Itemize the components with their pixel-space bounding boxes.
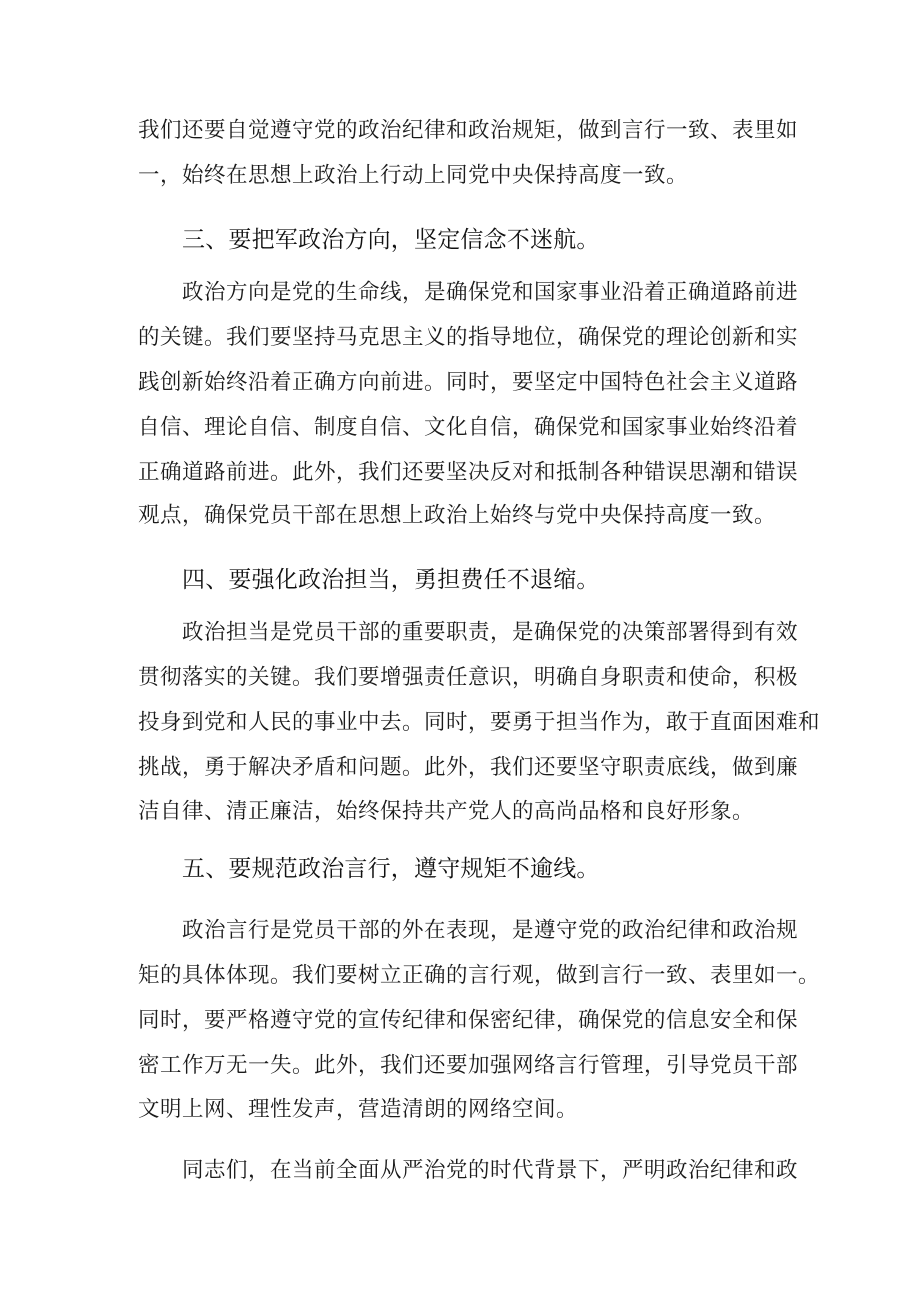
paragraph-line: 的关键。我们要坚持马克思主义的指导地位，确保党的理论创新和实 [138,325,799,350]
paragraph-line: 洁自律、清正廉洁，始终保持共产党人的高尚品格和良好形象。 [138,799,755,824]
paragraph-line: 矩的具体体现。我们要树立正确的言行观，做到言行一致、表里如一。 [138,963,821,988]
paragraph-line: 我们还要自觉遵守党的政治纪律和政治规矩，做到言行一致、表里如 [138,118,799,143]
paragraph-line: 同时，要严格遵守党的宣传纪律和保密纪律，确保党的信息安全和保 [138,1008,799,1033]
paragraph-line: 投身到党和人民的事业中去。同时，要勇于担当作为，敢于直面困难和 [138,710,821,735]
paragraph-line: 一，始终在思想上政治上行动上同党中央保持高度一致。 [138,163,689,188]
paragraph-line: 践创新始终沿着正确方向前进。同时，要坚定中国特色社会主义道路 [138,370,799,395]
paragraph-line: 同志们，在当前全面从严治党的时代背景下，严明政治纪律和政 [182,1158,799,1183]
paragraph-line: 贯彻落实的关键。我们要增强责任意识，明确自身职责和使命，积极 [138,665,799,690]
section-heading-3: 三、要把军政治方向，坚定信念不迷航。 [182,227,600,253]
paragraph-line: 政治言行是党员干部的外在表现，是遵守党的政治纪律和政治规 [182,918,799,943]
paragraph-line: 正确道路前进。此外，我们还要坚决反对和抵制各种错误思潮和错误 [138,460,799,485]
section-heading-5: 五、要规范政治言行，遵守规矩不逾线。 [182,856,600,882]
paragraph-line: 政治方向是党的生命线，是确保党和国家事业沿着正确道路前进 [182,280,799,305]
paragraph-line: 挑战，勇于解决矛盾和问题。此外，我们还要坚守职责底线，做到廉 [138,755,799,780]
paragraph-line: 文明上网、理性发声，营造清朗的网络空间。 [138,1097,579,1122]
paragraph-line: 密工作万无一失。此外，我们还要加强网络言行管理，引导党员干部 [138,1053,799,1078]
paragraph-line: 政治担当是党员干部的重要职责，是确保党的决策部署得到有效 [182,620,799,645]
paragraph-line: 自信、理论自信、制度自信、文化自信，确保党和国家事业始终沿着 [138,415,799,440]
section-heading-4: 四、要强化政治担当，勇担费任不退缩。 [182,567,600,593]
paragraph-line: 观点，确保党员干部在思想上政治上始终与党中央保持高度一致。 [138,503,777,528]
